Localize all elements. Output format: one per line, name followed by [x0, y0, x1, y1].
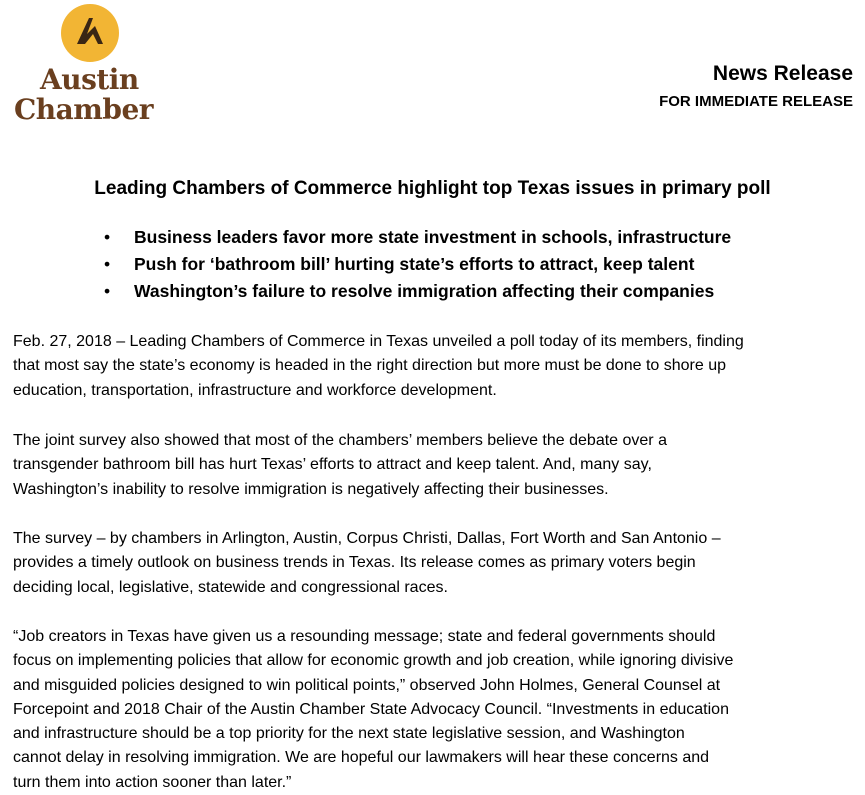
logo-text-chamber: Chamber: [14, 93, 154, 126]
paragraph-line: education, transportation, infrastructure and workforce development.: [13, 381, 497, 399]
paragraph-line: and misguided policies designed to win political points,” observed John Holmes, General Counsel at: [13, 676, 721, 694]
bullet-icon: •: [104, 227, 111, 247]
paragraph-line: focus on implementing policies that allow for economic growth and job creation, while ignoring divisive: [13, 652, 734, 670]
immediate-release-label: FOR IMMEDIATE RELEASE: [659, 93, 853, 110]
paragraph-line: deciding local, legislative, statewide and congressional races.: [13, 578, 448, 596]
bullet-item: • Washington’s failure to resolve immigration affecting their companies: [102, 278, 731, 305]
paragraph-line: Forcepoint and 2018 Chair of the Austin Chamber State Advocacy Council. “Investments in education: [13, 700, 729, 718]
paragraph-line: The survey – by chambers in Arlington, Austin, Corpus Christi, Dallas, Fort Worth and San Antonio –: [13, 530, 721, 547]
paragraph-line: Washington’s inability to resolve immigration is negatively affecting their businesses.: [13, 480, 609, 498]
paragraph-line: transgender bathroom bill has hurt Texas’ efforts to attract and keep talent. And, many say,: [13, 456, 652, 474]
austin-chamber-logo: [14, 4, 174, 128]
bullet-icon: •: [104, 254, 111, 274]
paragraph-quote: [13, 625, 858, 795]
news-release-label: News Release: [712, 62, 853, 85]
paragraph-line: turn them into action sooner than later.”: [13, 773, 292, 791]
paragraph-line: provides a timely outlook on business trends in Texas. Its release comes as primary voters begin: [13, 554, 696, 572]
bullet-item: • Business leaders favor more state investment in schools, infrastructure: [102, 224, 731, 251]
logo-emblem-icon: [61, 4, 119, 62]
headline: Leading Chambers of Commerce highlight top Texas issues in primary poll: [94, 178, 771, 199]
paragraph-line: cannot delay in resolving immigration. We are hopeful our lawmakers will hear these concerns and: [13, 749, 710, 767]
paragraph-line: that most say the state’s economy is headed in the right direction but more must be done to shore up: [13, 357, 726, 375]
logo-text-austin: Austin: [40, 63, 139, 96]
bullet-icon: •: [104, 281, 111, 301]
bullet-list: [102, 224, 731, 305]
bullet-item: • Push for ‘bathroom bill’ hurting state’s efforts to attract, keep talent: [102, 251, 731, 278]
paragraph-line: The joint survey also showed that most of the chambers’ members believe the debate over a: [13, 432, 667, 449]
paragraph-line: Feb. 27, 2018 – Leading Chambers of Commerce in Texas unveiled a poll today of its members, finding: [13, 333, 744, 350]
paragraph-line: “Job creators in Texas have given us a resounding message; state and federal governments should: [13, 628, 716, 645]
paragraph-line: and infrastructure should be a top priority for the next state legislative session, and Washington: [13, 725, 685, 743]
paragraph-survey: [13, 429, 858, 502]
paragraph-chambers: [13, 527, 858, 600]
paragraph-intro: [13, 330, 858, 403]
